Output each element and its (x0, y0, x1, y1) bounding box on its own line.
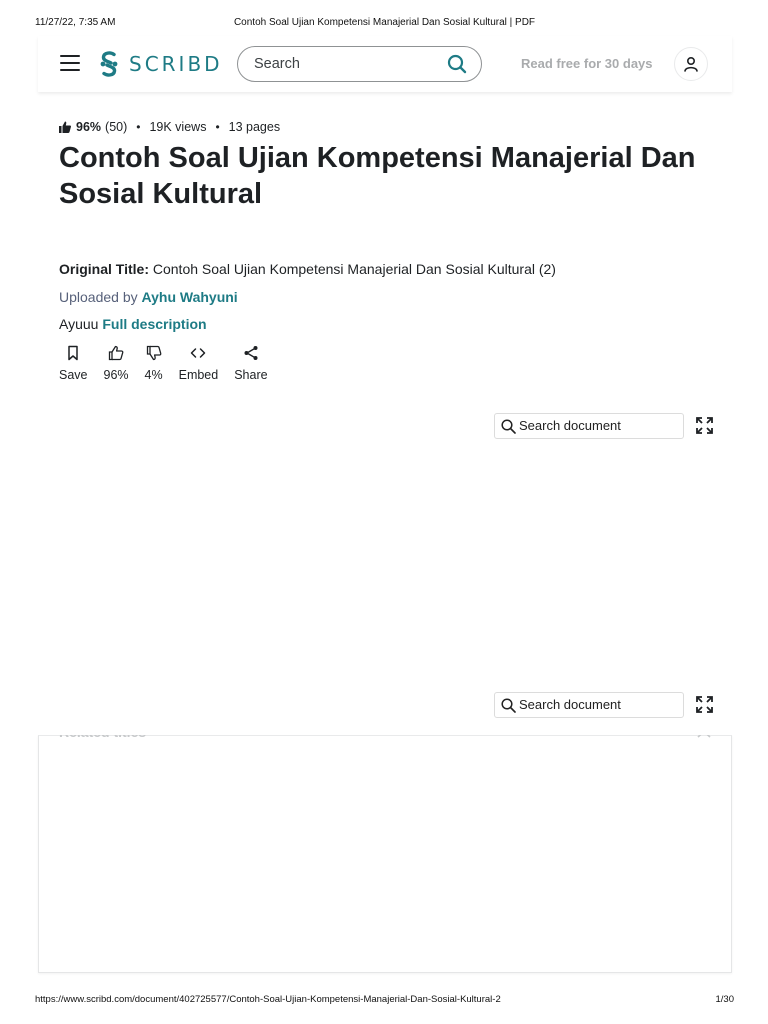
thumbs-down-icon (146, 345, 162, 361)
hamburger-menu-icon[interactable] (60, 55, 80, 71)
save-button[interactable] (59, 345, 88, 382)
site-search-placeholder: Search (254, 56, 300, 72)
bookmark-icon (65, 345, 81, 361)
like-button[interactable] (104, 345, 129, 382)
code-icon (190, 345, 206, 361)
document-title: Contoh Soal Ujian Kompetensi Manajerial Dan Sosial Kultural (59, 142, 696, 210)
uploaded-by-label: Uploaded by (59, 289, 138, 305)
print-date: 11/27/22, 7:35 AM (35, 17, 116, 28)
document-actions (59, 345, 284, 382)
uploaded-by-line (59, 289, 238, 305)
separator-dot: • (215, 120, 220, 134)
print-footer (35, 994, 734, 1008)
share-icon (243, 345, 259, 361)
share-label: Share (234, 368, 268, 382)
rating-count: (50) (105, 120, 128, 134)
dislike-percent: 4% (144, 368, 163, 382)
read-free-link[interactable]: Read free for 30 days (521, 56, 653, 71)
document-search-input-secondary[interactable] (494, 692, 684, 718)
search-icon (501, 419, 516, 434)
like-percent: 96% (103, 368, 129, 382)
related-titles-panel (38, 735, 732, 973)
print-page-title: Contoh Soal Ujian Kompetensi Manajerial Dan Sosial Kultural | PDF (233, 17, 536, 28)
scribd-logo[interactable] (97, 50, 223, 78)
document-search-input[interactable] (494, 413, 684, 439)
uploader-link[interactable]: Ayhu Wahyuni (141, 289, 238, 305)
save-label: Save (59, 368, 88, 382)
original-title-label: Original Title: (59, 261, 149, 277)
thumbs-up-icon (108, 345, 124, 361)
print-header (35, 17, 734, 31)
top-navigation-bar (38, 36, 732, 92)
fullscreen-icon[interactable] (696, 696, 713, 713)
description-snippet: Ayuuu (59, 316, 99, 332)
document-meta (59, 120, 280, 134)
view-count: 19K views (149, 120, 207, 134)
search-icon (501, 698, 516, 713)
fullscreen-icon[interactable] (696, 417, 713, 434)
thumbs-up-filled-icon (59, 121, 71, 133)
document-search-placeholder: Search document (519, 418, 621, 433)
brand-name: SCRIBD (129, 52, 223, 76)
viewer-overlay (38, 716, 732, 735)
print-page-number: 1/30 (715, 994, 734, 1005)
dislike-button[interactable] (145, 345, 163, 382)
page-count: 13 pages (228, 120, 281, 134)
embed-button[interactable] (179, 345, 219, 382)
share-button[interactable] (234, 345, 267, 382)
full-description-link[interactable]: Full description (102, 316, 207, 332)
site-search-input[interactable] (237, 46, 482, 82)
account-button[interactable] (674, 47, 708, 81)
original-title-line (59, 261, 556, 277)
print-url: https://www.scribd.com/document/402725577/Contoh-Soal-Ujian-Kompetensi-Manajerial-Dan-Sosial-Kultural-2 (35, 994, 501, 1005)
separator-dot: • (136, 120, 141, 134)
description-line (59, 316, 207, 332)
embed-label: Embed (178, 368, 219, 382)
rating-percent: 96% (76, 120, 102, 134)
user-icon (683, 56, 699, 72)
scribd-logo-icon (97, 50, 121, 78)
search-icon[interactable] (447, 54, 467, 74)
original-title-value: Contoh Soal Ujian Kompetensi Manajerial Dan Sosial Kultural (2) (152, 261, 556, 277)
document-search-placeholder: Search document (519, 697, 621, 712)
